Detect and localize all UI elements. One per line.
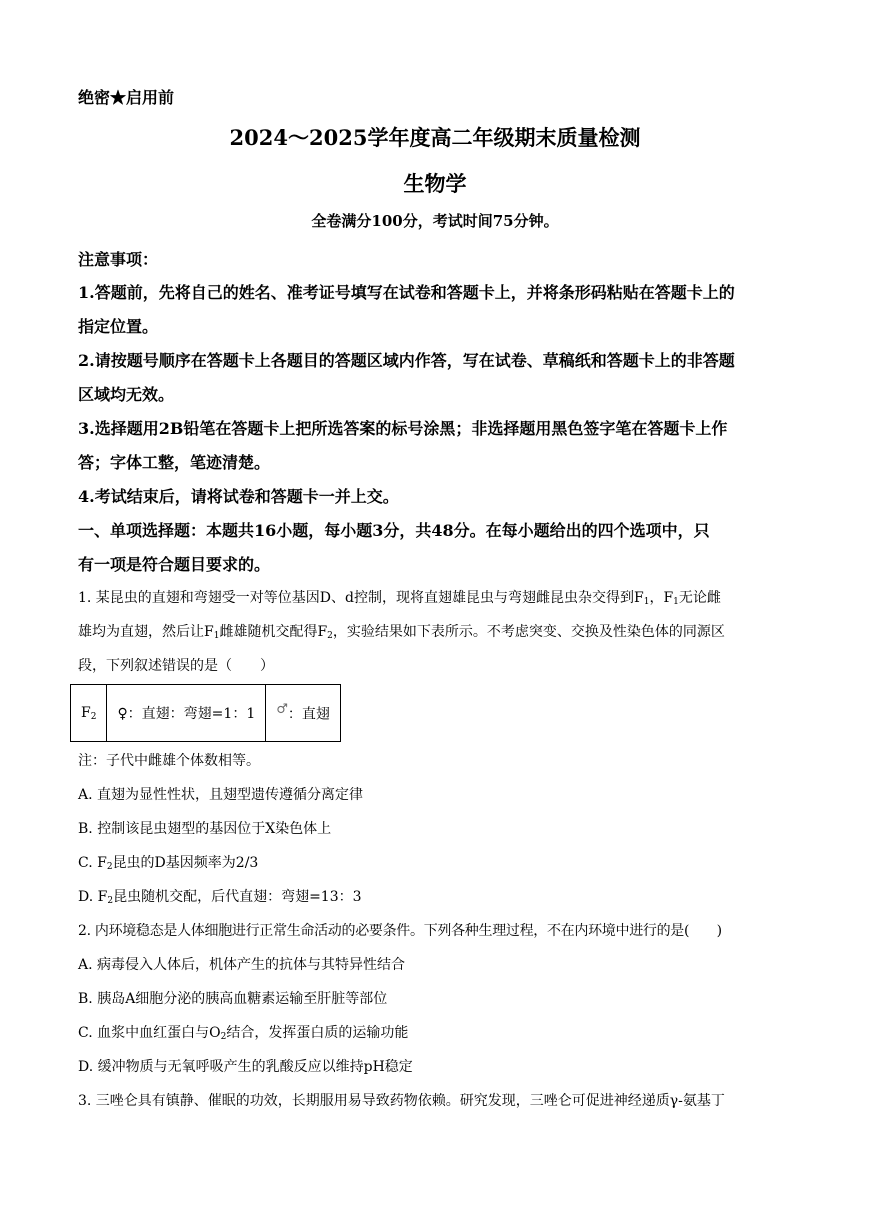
male-symbol-icon: ♂ xyxy=(276,702,288,718)
table-cell-generation: $F_2$ xyxy=(71,685,107,742)
q1-option-b: B. 控制该昆虫翅型的基因位于X染色体上 xyxy=(78,821,332,837)
q1-stem-line-2: 雄均为直翅，然后让$F_1$雌雄随机交配得$F_2$，实验结果如下表所示。不考虑突变、交换及性染色体的同源区 xyxy=(78,624,725,641)
note-3-line-1: 3.选择题用2B铅笔在答题卡上把所选答案的标号涂黑；非选择题用黑色签字笔在答题卡上作 xyxy=(78,419,728,438)
q3-stem-line-1: 3. 三唑仑具有镇静、催眠的功效，长期服用易导致药物依赖。研究发现，三唑仑可促进神经递质γ-氨基丁 xyxy=(78,1093,725,1109)
note-2-line-1: 2.请按题号顺序在答题卡上各题目的答题区域内作答，写在试卷、草稿纸和答题卡上的非答题 xyxy=(78,351,735,370)
q2-stem: 2. 内环境稳态是人体细胞进行正常生命活动的必要条件。下列各种生理过程，不在内环境中进行的是( ) xyxy=(78,923,722,939)
q1-option-c: C. $F_2$昆虫的D基因频率为2/3 xyxy=(78,855,259,872)
section-1-line-2: 有一项是符合题目要求的。 xyxy=(78,555,271,574)
table-cell-male: ♂：直翅 xyxy=(266,685,341,742)
table-row xyxy=(71,685,341,742)
full-score-line: 全卷满分100分，考试时间75分钟。 xyxy=(311,212,559,230)
q2-option-a: A. 病毒侵入人体后，机体产生的抗体与其特异性结合 xyxy=(78,957,406,973)
q1-note: 注：子代中雌雄个体数相等。 xyxy=(78,753,260,769)
q1-stem-line-3: 段，下列叙述错误的是（ ） xyxy=(78,658,274,674)
subject-title: 生物学 xyxy=(403,171,467,196)
note-1-line-1: 1.答题前，先将自己的姓名、准考证号填写在试卷和答题卡上，并将条形码粘贴在答题卡上的 xyxy=(78,283,735,302)
q1-stem-line-1: 1. 某昆虫的直翅和弯翅受一对等位基因D、d控制，现将直翅雄昆虫与弯翅雌昆虫杂交得到$F_1$，$F_1$无论雌 xyxy=(78,590,721,607)
note-2-line-2: 区域均无效。 xyxy=(78,385,175,404)
q2-option-c: C. 血浆中血红蛋白与$O_2$结合，发挥蛋白质的运输功能 xyxy=(78,1025,409,1042)
note-3-line-2: 答；字体工整，笔迹清楚。 xyxy=(78,453,271,472)
note-1-line-2: 指定位置。 xyxy=(78,317,159,336)
notes-heading: 注意事项： xyxy=(78,250,159,269)
q1-option-a: A. 直翅为显性性状，且翅型遗传遵循分离定律 xyxy=(78,787,364,803)
table-cell-female: ♀：直翅：弯翅=1：1 xyxy=(107,685,266,742)
section-1-line-1: 一、单项选择题：本题共16小题，每小题3分，共48分。在每小题给出的四个选项中，只 xyxy=(78,521,710,540)
secret-label: 绝密★启用前 xyxy=(78,88,175,107)
note-4: 4.考试结束后，请将试卷和答题卡一并上交。 xyxy=(78,487,399,506)
q2-option-d: D. 缓冲物质与无氧呼吸产生的乳酸反应以维持pH稳定 xyxy=(78,1059,413,1075)
exam-title: 2024～2025学年度高二年级期末质量检测 xyxy=(229,125,641,150)
q1-option-d: D. $F_2$昆虫随机交配，后代直翅：弯翅=13：3 xyxy=(78,889,362,906)
q1-result-table xyxy=(70,684,341,742)
q2-option-b: B. 胰岛A细胞分泌的胰高血糖素运输至肝脏等部位 xyxy=(78,991,388,1007)
